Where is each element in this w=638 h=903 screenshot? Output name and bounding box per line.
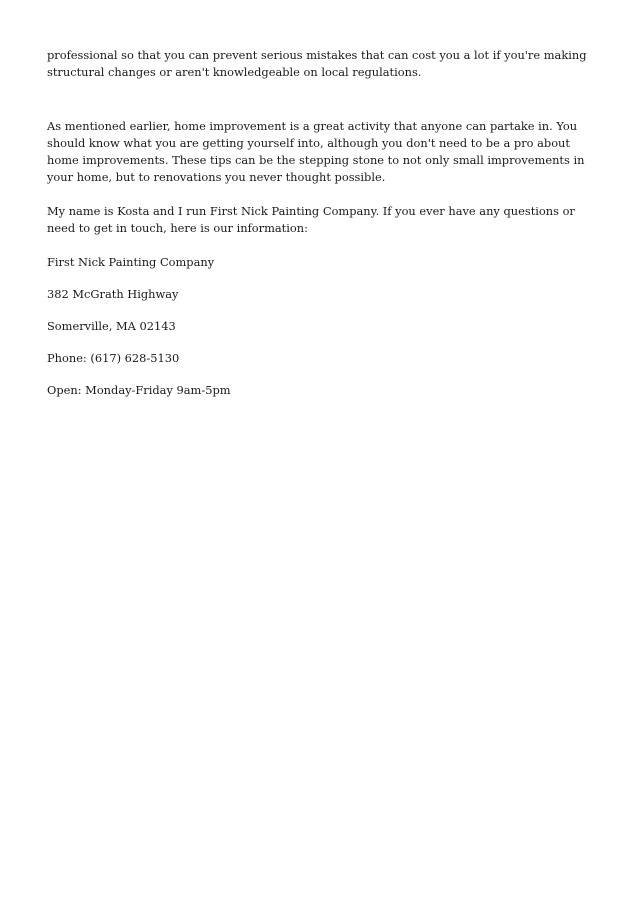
summary-paragraph: As mentioned earlier, home improvement is a great activity that anyone can partake in. You should know what you are getting yourself into, although you don't need to be a pro about home improvements. These tips can be the stepping stone to not only small improvements in your home, but to renovations you never thought possible. bbox=[47, 119, 585, 184]
author-intro-paragraph: My name is Kosta and I run First Nick Painting Company. If you ever have any questions or need to get in touch, here is our information: bbox=[47, 204, 575, 235]
street-address: 382 McGrath Highway bbox=[47, 287, 179, 301]
city-state-zip: Somerville, MA 02143 bbox=[47, 319, 176, 333]
company-name: First Nick Painting Company bbox=[47, 255, 215, 269]
phone-number: Phone: (617) 628-5130 bbox=[47, 351, 180, 365]
document-body bbox=[47, 47, 595, 399]
business-hours: Open: Monday-Friday 9am-5pm bbox=[47, 383, 231, 397]
intro-paragraph: professional so that you can prevent serious mistakes that can cost you a lot if you're making structural changes or aren't knowledgeable on local regulations. bbox=[47, 48, 587, 79]
